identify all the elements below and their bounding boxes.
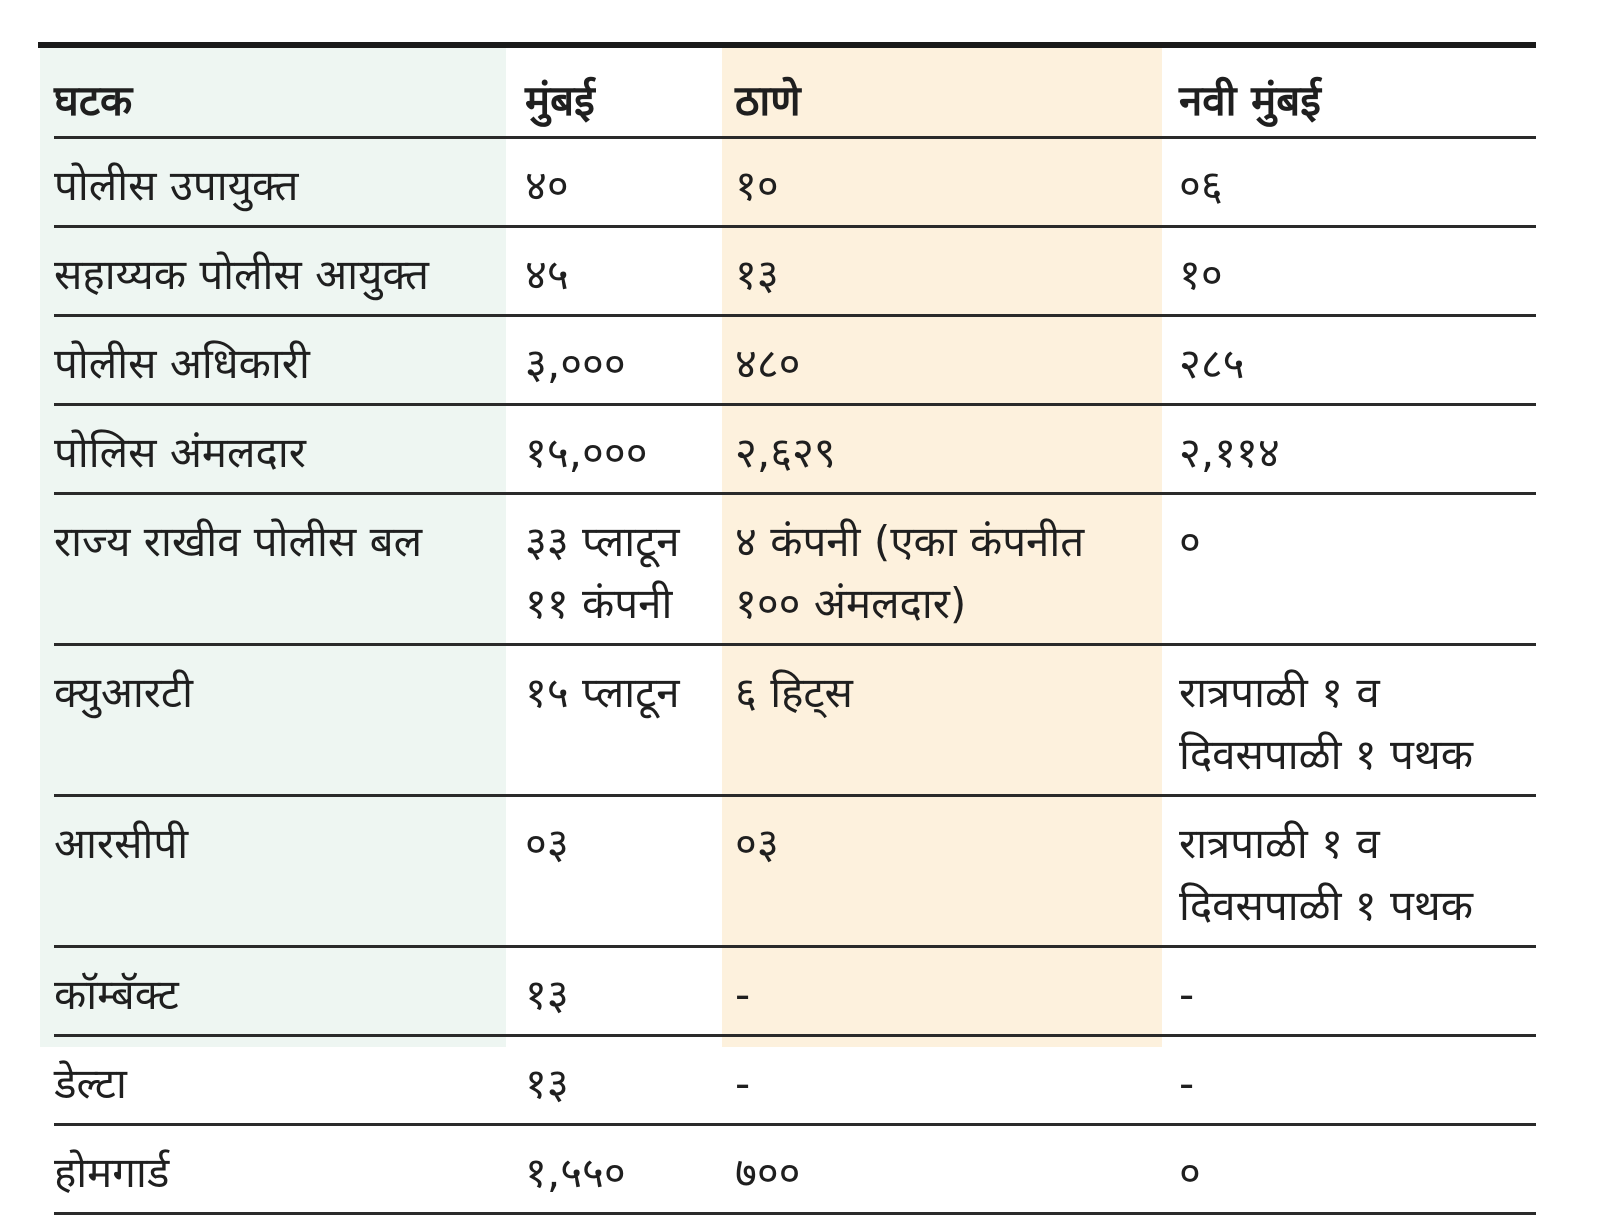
- cell-mumbai: १५,०००: [525, 405, 735, 494]
- row-label: डेल्टा: [54, 1036, 525, 1125]
- row-label: सहाय्यक पोलीस आयुक्त: [54, 227, 525, 316]
- row-label: पोलीस उपायुक्त: [54, 138, 525, 227]
- header-thane: ठाणे: [735, 48, 1179, 138]
- header-component: घटक: [54, 48, 525, 138]
- cell-thane: ४ कंपनी (एका कंपनीत १०० अंमलदार): [735, 494, 1179, 645]
- cell-thane: १३: [735, 227, 1179, 316]
- row-label: आरसीपी: [54, 796, 525, 947]
- cell-navi-mumbai: ०: [1179, 1125, 1536, 1214]
- cell-mumbai: ४०: [525, 138, 735, 227]
- row-label: क्युआरटी: [54, 645, 525, 796]
- table-body: [54, 138, 1536, 1214]
- table-row: [54, 1036, 1536, 1125]
- cell-navi-mumbai: रात्रपाळी १ व दिवसपाळी १ पथक: [1179, 645, 1536, 796]
- table-row: [54, 796, 1536, 947]
- cell-navi-mumbai: २८५: [1179, 316, 1536, 405]
- cell-mumbai: १३: [525, 947, 735, 1036]
- header-mumbai: मुंबई: [525, 48, 735, 138]
- cell-thane: -: [735, 947, 1179, 1036]
- table-row: [54, 138, 1536, 227]
- cell-mumbai: ३,०००: [525, 316, 735, 405]
- header-row: [54, 48, 1536, 138]
- table-row: [54, 316, 1536, 405]
- cell-navi-mumbai: ०: [1179, 494, 1536, 645]
- cell-mumbai: १३: [525, 1036, 735, 1125]
- cell-mumbai: ४५: [525, 227, 735, 316]
- table-row: [54, 645, 1536, 796]
- row-label: कॉम्बॅक्ट: [54, 947, 525, 1036]
- cell-thane: -: [735, 1036, 1179, 1125]
- table-row: [54, 227, 1536, 316]
- table-row: [54, 947, 1536, 1036]
- cell-mumbai: १५ प्लाटून: [525, 645, 735, 796]
- police-force-table: [54, 48, 1536, 1215]
- table-row: [54, 494, 1536, 645]
- cell-thane: २,६२९: [735, 405, 1179, 494]
- cell-navi-mumbai: -: [1179, 947, 1536, 1036]
- cell-thane: ०३: [735, 796, 1179, 947]
- table-row: [54, 1125, 1536, 1214]
- cell-navi-mumbai: १०: [1179, 227, 1536, 316]
- row-label: राज्य राखीव पोलीस बल: [54, 494, 525, 645]
- row-label: होमगार्ड: [54, 1125, 525, 1214]
- cell-thane: ४८०: [735, 316, 1179, 405]
- cell-mumbai: ३३ प्लाटून ११ कंपनी: [525, 494, 735, 645]
- cell-navi-mumbai: रात्रपाळी १ व दिवसपाळी १ पथक: [1179, 796, 1536, 947]
- row-label: पोलीस अधिकारी: [54, 316, 525, 405]
- cell-navi-mumbai: -: [1179, 1036, 1536, 1125]
- cell-mumbai: ०३: [525, 796, 735, 947]
- cell-mumbai: १,५५०: [525, 1125, 735, 1214]
- cell-thane: १०: [735, 138, 1179, 227]
- cell-thane: ६ हिट्स: [735, 645, 1179, 796]
- cell-navi-mumbai: ०६: [1179, 138, 1536, 227]
- cell-thane: ७००: [735, 1125, 1179, 1214]
- cell-navi-mumbai: २,११४: [1179, 405, 1536, 494]
- header-navi-mumbai: नवी मुंबई: [1179, 48, 1536, 138]
- row-label: पोलिस अंमलदार: [54, 405, 525, 494]
- table-row: [54, 405, 1536, 494]
